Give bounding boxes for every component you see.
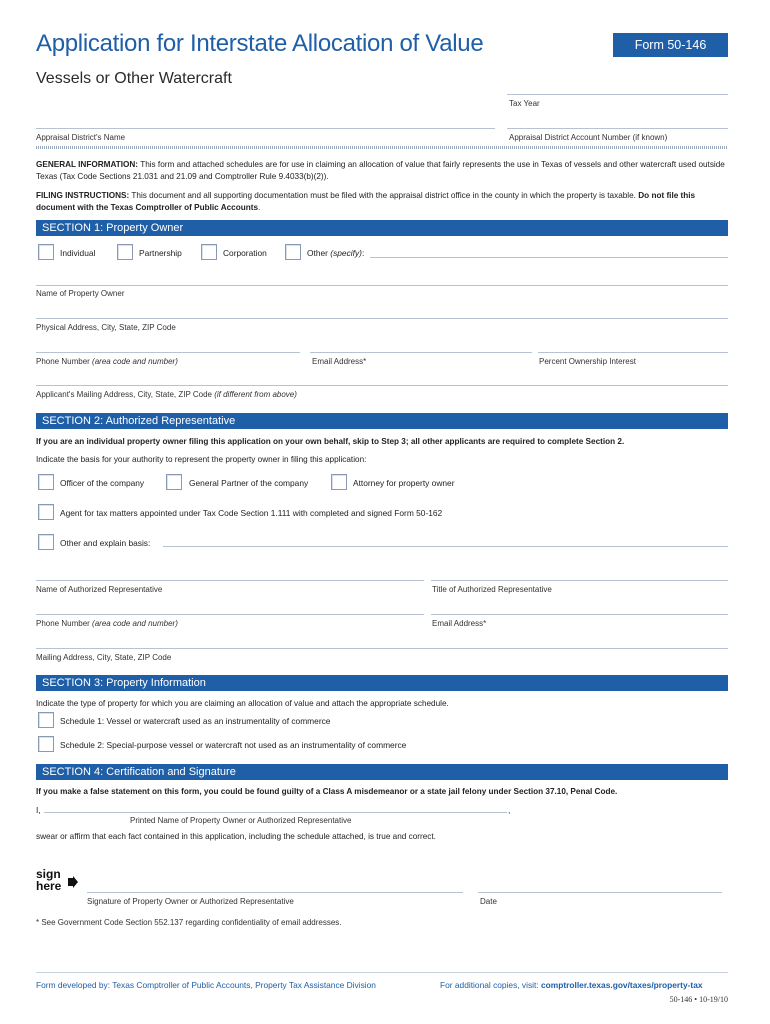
other-specify-field[interactable] xyxy=(370,257,728,258)
account-number-label: Appraisal District Account Number (if known) xyxy=(509,133,668,142)
other-checkbox[interactable] xyxy=(285,244,301,260)
owner-phone-label xyxy=(36,357,178,366)
tax-year-label: Tax Year xyxy=(509,99,540,108)
owner-email-field[interactable] xyxy=(310,352,532,353)
schedule-1-label: Schedule 1: Vessel or watercraft used as an instrumentality of commerce xyxy=(60,716,331,726)
here-text: here xyxy=(36,879,62,893)
section-2-basis: Indicate the basis for your authority to represent the property owner in filing this application: xyxy=(36,455,367,464)
other-basis-checkbox[interactable] xyxy=(38,534,54,550)
corporation-checkbox[interactable] xyxy=(201,244,217,260)
certification-comma: , xyxy=(508,805,511,815)
schedule-2-checkbox[interactable] xyxy=(38,736,54,752)
section-3-instruction: Indicate the type of property for which you are claiming an allocation of value and attach the appropriate schedule. xyxy=(36,699,449,708)
section-2-header: SECTION 2: Authorized Representative xyxy=(36,413,728,429)
certification-statement: swear or affirm that each fact contained in this application, including the schedule attached, is true and correct. xyxy=(36,832,436,841)
printed-name-field[interactable] xyxy=(44,812,507,813)
ownership-percent-field[interactable] xyxy=(538,352,728,353)
date-label: Date xyxy=(480,897,497,906)
form-code: 50-146 • 10-19/10 xyxy=(669,995,728,1004)
sign-arrow-icon xyxy=(68,876,78,888)
signature-label: Signature of Property Owner or Authorized Representative xyxy=(87,897,294,906)
section-1-header: SECTION 1: Property Owner xyxy=(36,220,728,236)
section-2-instruction: If you are an individual property owner filing this application on your own behalf, skip to Step 3; all other applicants are required to complete Section 2. xyxy=(36,437,625,446)
ownership-percent-label: Percent Ownership Interest xyxy=(539,357,636,366)
section-4-warning: If you make a false statement on this form, you could be found guilty of a Class A misdemeanor or a state jail felony under Section 37.10, Penal Code. xyxy=(36,787,618,796)
rep-title-label: Title of Authorized Representative xyxy=(432,585,552,594)
filing-instructions-text: This document and all supporting documentation must be filed with the appraisal district office in the county in which the property is taxable. xyxy=(131,191,636,200)
filing-instructions xyxy=(36,190,728,213)
section-4-header: SECTION 4: Certification and Signature xyxy=(36,764,728,780)
owner-mailing-label xyxy=(36,390,297,399)
email-footnote: * See Government Code Section 552.137 regarding confidentiality of email addresses. xyxy=(36,918,342,927)
general-information xyxy=(36,159,728,182)
rep-name-field[interactable] xyxy=(36,580,424,581)
agent-checkbox[interactable] xyxy=(38,504,54,520)
owner-address-label: Physical Address, City, State, ZIP Code xyxy=(36,323,176,332)
section-3-header: SECTION 3: Property Information xyxy=(36,675,728,691)
rep-phone-note: (area code and number) xyxy=(92,619,178,628)
footer-url-link[interactable]: comptroller.texas.gov/taxes/property-tax xyxy=(541,980,703,990)
owner-phone-text: Phone Number xyxy=(36,357,90,366)
owner-phone-field[interactable] xyxy=(36,352,300,353)
sign-here-marker xyxy=(36,868,61,892)
other-text: Other xyxy=(307,248,328,258)
rep-title-field[interactable] xyxy=(431,580,728,581)
general-partner-checkbox[interactable] xyxy=(166,474,182,490)
attorney-label: Attorney for property owner xyxy=(353,478,455,488)
date-field[interactable] xyxy=(478,892,722,893)
rep-email-field[interactable] xyxy=(431,614,728,615)
schedule-2-label: Schedule 2: Special-purpose vessel or watercraft not used as an instrumentality of commerce xyxy=(60,740,407,750)
form-subtitle: Vessels or Other Watercraft xyxy=(36,70,232,87)
individual-checkbox[interactable] xyxy=(38,244,54,260)
footer-copies-text: For additional copies, visit: xyxy=(440,980,542,990)
other-label xyxy=(307,248,364,258)
general-partner-label: General Partner of the company xyxy=(189,478,309,488)
appraisal-district-field[interactable] xyxy=(36,128,495,129)
partnership-checkbox[interactable] xyxy=(117,244,133,260)
form-number-badge: Form 50-146 xyxy=(613,33,728,57)
other-basis-field[interactable] xyxy=(163,546,728,547)
attorney-checkbox[interactable] xyxy=(331,474,347,490)
footer-developed-by: Form developed by: Texas Comptroller of Public Accounts, Property Tax Assistance Division xyxy=(36,980,376,990)
officer-checkbox[interactable] xyxy=(38,474,54,490)
filing-instructions-end: . xyxy=(258,202,261,212)
officer-label: Officer of the company xyxy=(60,478,145,488)
printed-name-label: Printed Name of Property Owner or Authorized Representative xyxy=(130,816,352,825)
rep-email-label: Email Address* xyxy=(432,619,487,628)
account-number-field[interactable] xyxy=(507,128,728,129)
corporation-label: Corporation xyxy=(223,248,267,258)
individual-label: Individual xyxy=(60,248,96,258)
filing-instructions-warning: Do not file this document with the Texas Comptroller of Public Accounts xyxy=(36,191,696,212)
appraisal-district-label: Appraisal District's Name xyxy=(36,133,126,142)
filing-instructions-label: FILING INSTRUCTIONS: xyxy=(36,191,130,200)
owner-mailing-note: (if different from above) xyxy=(214,390,297,399)
other-basis-label: Other and explain basis: xyxy=(60,538,151,548)
agent-label: Agent for tax matters appointed under Tax Code Section 1.111 with completed and signed Form 50-162 xyxy=(60,508,443,518)
signature-field[interactable] xyxy=(87,892,463,893)
rep-name-label: Name of Authorized Representative xyxy=(36,585,163,594)
rep-phone-field[interactable] xyxy=(36,614,424,615)
owner-email-label: Email Address* xyxy=(312,357,367,366)
rep-phone-label xyxy=(36,619,178,628)
other-specify-note: (specify) xyxy=(330,248,362,258)
owner-name-field[interactable] xyxy=(36,285,728,286)
other-colon: : xyxy=(361,248,365,258)
rep-phone-text: Phone Number xyxy=(36,619,90,628)
form-title: Application for Interstate Allocation of Value xyxy=(36,30,484,57)
owner-mailing-field[interactable] xyxy=(36,385,728,386)
general-information-text: This form and attached schedules are for use in claiming an allocation of value that fairly represents the use in Texas of vessels and other watercraft used outside Texas (Tax Code Sections 21.031 and 21.09 and Comptroller Rule 9.4033(b)(2)). xyxy=(36,160,725,181)
footer-divider xyxy=(36,972,728,973)
general-information-label: GENERAL INFORMATION: xyxy=(36,160,139,169)
partnership-label: Partnership xyxy=(139,248,182,258)
tax-year-field[interactable] xyxy=(507,94,728,95)
divider xyxy=(36,146,728,149)
owner-mailing-text: Applicant's Mailing Address, City, State, ZIP Code xyxy=(36,390,212,399)
owner-address-field[interactable] xyxy=(36,318,728,319)
rep-mailing-label: Mailing Address, City, State, ZIP Code xyxy=(36,653,172,662)
schedule-1-checkbox[interactable] xyxy=(38,712,54,728)
certification-i: I, xyxy=(36,805,41,815)
rep-mailing-field[interactable] xyxy=(36,648,728,649)
footer-copies xyxy=(440,980,703,990)
sign-text: sign xyxy=(36,867,61,881)
owner-name-label: Name of Property Owner xyxy=(36,289,125,298)
owner-phone-note: (area code and number) xyxy=(92,357,178,366)
